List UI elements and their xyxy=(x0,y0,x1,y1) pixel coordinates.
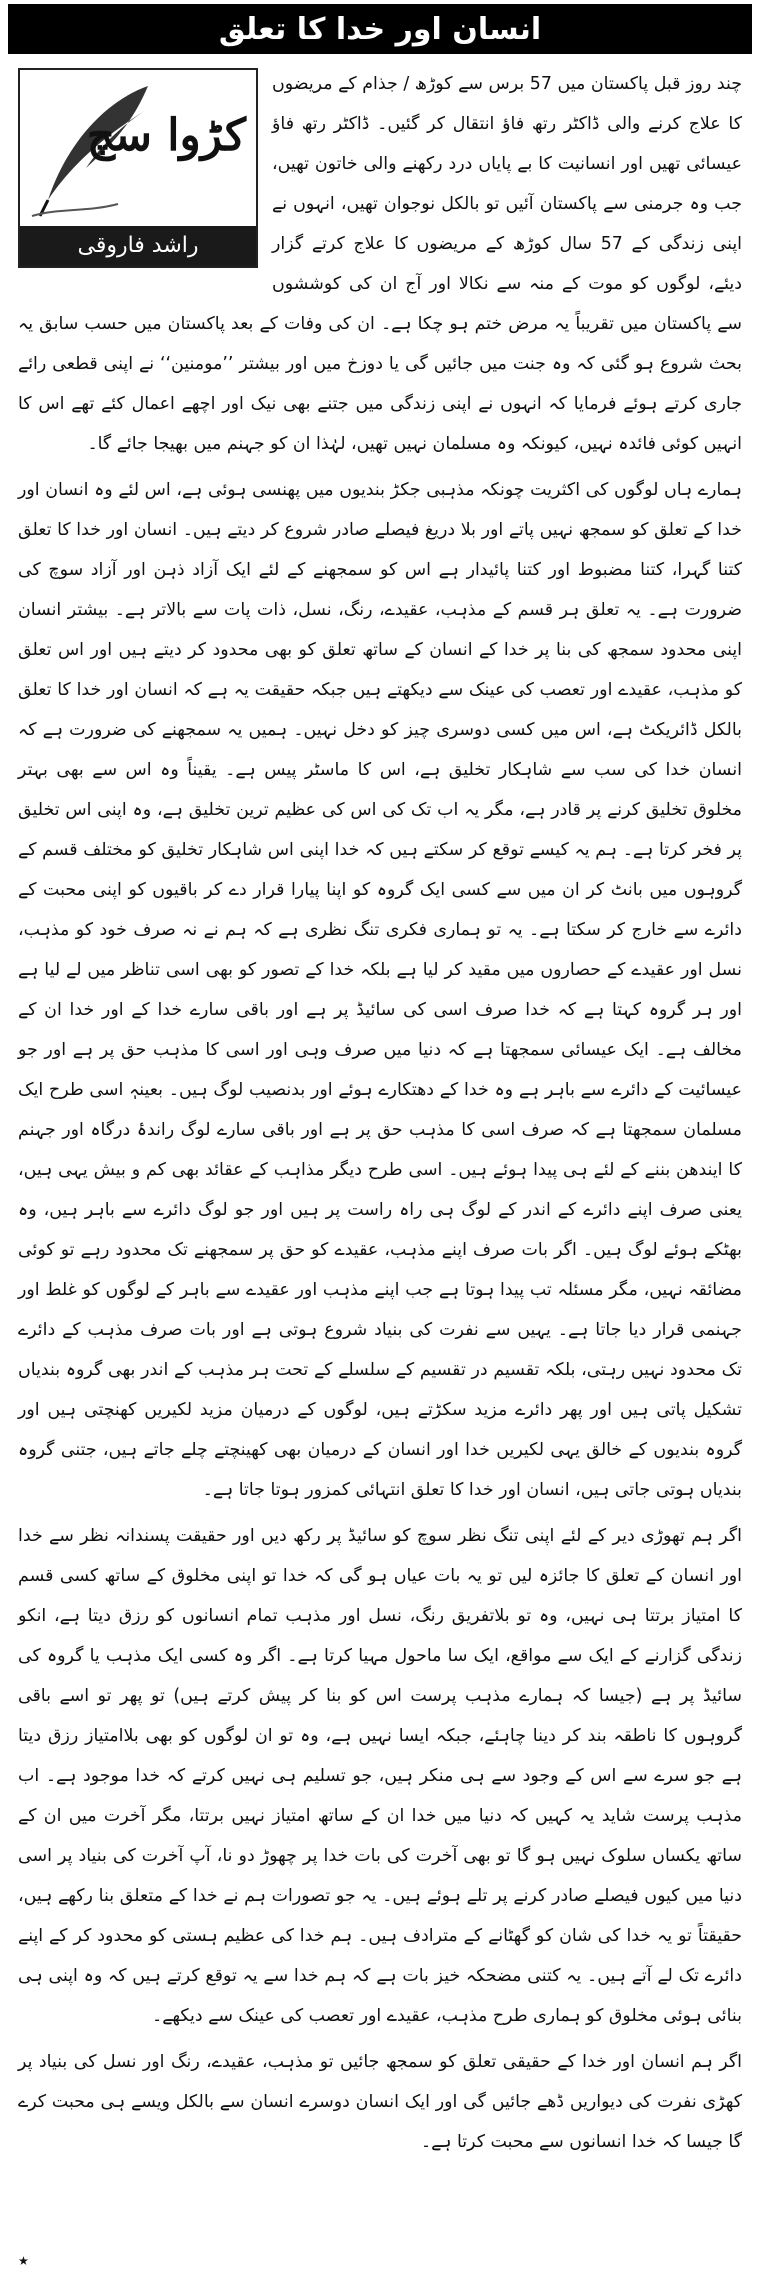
headline-bar xyxy=(8,4,752,54)
paragraph: اگر ہم انسان اور خدا کے حقیقی تعلق کو سمجھ جائیں تو مذہب، عقیدے، رنگ اور نسل کی بنیاد پر کھڑی نفرت کی دیواریں ڈھے جائیں گی اور ایک انسان دوسرے انسان سے بالکل ویسے ہی محبت کرے گا جیسا کہ خدا انسانوں سے محبت کرتا ہے۔ xyxy=(18,2052,742,2152)
author-name: راشد فاروقی xyxy=(20,226,256,266)
article-body xyxy=(18,64,742,2168)
paragraph: چند روز قبل پاکستان میں 57 برس سے کوڑھ / جذام کے مریضوں کا علاج کرنے والی ڈاکٹر رتھ فاؤ انتقال کر گئیں۔ ڈاکٹر رتھ فاؤ عیسائی تھیں اور انسانیت کا بے پایاں درد رکھنے والی خاتون تھیں، جب وہ جرمنی سے پاکستان آئیں تو بالکل نوجوان تھیں، انہوں نے اپنی زندگی کے 57 سال کوڑھ کے مریضوں کا علاج کرتے گزار دیئے، لوگوں کو موت کے منہ سے نکالا اور آج ان کی کوششوں سے پاکستان میں تقریباً یہ مرض ختم ہو چکا ہے۔ ان کی وفات کے بعد پاکستان میں حسب سابق یہ بحث شروع ہو گئی کہ وہ جنت میں جائیں گی یا دوزخ میں اور بیشتر ’’مومنین‘‘ نے اپنی قطعی رائے جاری کرتے ہوئے فرمایا کہ انہوں نے اپنی زندگی میں جتنے بھی نیک اور اچھے اعمال کئے تھے اس کا انہیں کوئی فائدہ نہیں، کیونکہ وہ مسلمان نہیں تھیں، لہٰذا ان کو جہنم میں بھیجا جائے گا۔ xyxy=(18,74,743,454)
column-logo xyxy=(18,68,258,268)
headline: انسان اور خدا کا تعلق xyxy=(218,11,542,47)
column-name: کڑوا سچ xyxy=(86,110,246,161)
paragraph: اگر ہم تھوڑی دیر کے لئے اپنی تنگ نظر سوچ کو سائیڈ پر رکھ دیں اور حقیقت پسندانہ نظر سے خدا اور انسان کے تعلق کا جائزہ لیں تو یہ بات عیاں ہو گی کہ خدا تو اپنی مخلوق کے ساتھ کسی قسم کا امتیاز برتتا ہی نہیں، وہ تو بلاتفریق رنگ، نسل اور مذہب تمام انسانوں کو رزق دیتا ہے، انکو زندگی گزارنے کے ایک سے مواقع، ایک سا ماحول مہیا کرتا ہے۔ اگر وہ کسی ایک مذہب یا گروہ کی سائیڈ پر ہے (جیسا کہ ہمارے مذہب پرست اس کو بنا کر پیش کرتے ہیں) تو پھر تو اسے باقی گروہوں کا ناطقہ بند کر دینا چاہئے، جبکہ ایسا نہیں ہے، وہ تو ان لوگوں کو بھی بلاامتیاز رزق دیتا ہے جو سرے سے اس کے وجود سے ہی منکر ہیں، جو تسلیم ہی نہیں کرتے کہ خدا موجود ہے۔ اب مذہب پرست شاید یہ کہیں کہ دنیا میں خدا ان کے ساتھ امتیاز نہیں برتتا، مگر آخرت میں ان کے ساتھ یکساں سلوک نہیں ہو گا تو بھی آخرت کی بات خدا پر چھوڑ دو نا، آپ آخرت کی بنیاد پر اسی دنیا میں کیوں فیصلے صادر کرنے پر تلے ہوئے ہیں۔ یہ جو تصورات ہم نے خدا کے متعلق بنا رکھے ہیں، حقیقتاً تو یہ خدا کی شان کو گھٹانے کے مترادف ہیں۔ ہم خدا کی عظیم ہستی کو محدود کر کے اپنے دائرے تک لے آتے ہیں۔ یہ کتنی مضحکہ خیز بات ہے کہ ہم خدا سے یہ توقع کرتے ہیں کہ وہ اپنی ہی بنائی ہوئی مخلوق کو ہماری طرح مذہب، عقیدے اور تعصب کی عینک سے دیکھے۔ xyxy=(18,1526,742,2026)
end-mark: ٭ xyxy=(18,2248,29,2272)
paragraph: ہمارے ہاں لوگوں کی اکثریت چونکہ مذہبی جکڑ بندیوں میں پھنسی ہوئی ہے، اس لئے وہ انسان اور خدا کے تعلق کو سمجھ نہیں پاتے اور بلا دریغ فیصلے صادر شروع کر دیتے ہیں۔ انسان اور خدا کا تعلق کتنا گہرا، کتنا مضبوط اور کتنا پائیدار ہے اس کو سمجھنے کے لئے ایک آزاد ذہن اور آزاد سوچ کی ضرورت ہے۔ یہ تعلق ہر قسم کے مذہب، عقیدے، رنگ، نسل، ذات پات سے بالاتر ہے۔ بیشتر انسان اپنی محدود سمجھ کی بنا پر خدا کے انسان کے ساتھ تعلق کو بھی محدود کر دیتے ہیں اور اس تعلق کو مذہب، عقیدے اور تعصب کی عینک سے دیکھتے ہیں جبکہ حقیقت یہ ہے کہ انسان اور خدا کا تعلق بالکل ڈائریکٹ ہے، اس میں کسی دوسری چیز کو دخل نہیں۔ ہمیں یہ سمجھنے کی ضرورت ہے کہ انسان خدا کی سب سے شاہکار تخلیق ہے، اس کا ماسٹر پیس ہے۔ یقیناً وہ اس سے بھی بہتر مخلوق تخلیق کرنے پر قادر ہے، مگر یہ اب تک کی اس کی عظیم ترین تخلیق ہے، وہ اپنی اس تخلیق پر فخر کرتا ہے۔ ہم یہ کیسے توقع کر سکتے ہیں کہ خدا اپنی اس شاہکار تخلیق کو مختلف قسم کے گروہوں میں بانٹ کر ان میں سے کسی ایک گروہ کو اپنا پیارا قرار دے کر باقیوں کو اپنی محبت کے دائرے سے خارج کر سکتا ہے۔ یہ تو ہماری فکری تنگ نظری ہے کہ ہم نے نہ صرف خود کو مذہب، نسل اور عقیدے کے حصاروں میں مقید کر لیا ہے بلکہ خدا کے تصور کو بھی اسی تناظر میں لے لیا ہے اور ہر گروہ کہتا ہے کہ خدا صرف اسی کی سائیڈ پر ہے اور باقی سارے خدا کے اور خدا ان کے مخالف ہے۔ ایک عیسائی سمجھتا ہے کہ دنیا میں صرف وہی اور اسی کا مذہب حق پر ہے اور جو عیسائیت کے دائرے سے باہر ہے وہ خدا کے دھتکارے ہوئے اور بدنصیب لوگ ہیں۔ بعینہٖ اسی طرح ایک مسلمان سمجھتا ہے کہ صرف اسی کا مذہب حق پر ہے اور باقی سارے لوگ راندۂ درگاہ اور جہنم کا ایندھن بننے کے لئے ہی پیدا ہوئے ہیں۔ اسی طرح دیگر مذاہب کے عقائد بھی کم و بیش یہی ہیں، یعنی صرف اپنے دائرے کے اندر کے لوگ ہی راہ راست پر ہیں اور جو لوگ دائرے سے باہر ہیں، وہ بھٹکے ہوئے لوگ ہیں۔ اگر بات صرف اپنے مذہب، عقیدے کو حق پر سمجھنے تک محدود رہے تو کوئی مضائقہ نہیں، مگر مسئلہ تب پیدا ہوتا ہے جب اپنے مذہب اور عقیدے سے باہر کے لوگوں کو غلط اور جہنمی قرار دیا جاتا ہے۔ یہیں سے نفرت کی بنیاد شروع ہوتی ہے اور بات صرف مذہب کے دائرے تک محدود نہیں رہتی، بلکہ تقسیم در تقسیم کے سلسلے کے تحت ہر مذہب کے اندر بھی گروہ بندیاں تشکیل پاتی ہیں اور پھر دائرے مزید سکڑتے ہیں، لوگوں کے درمیان مزید لکیریں کھنچتی ہیں اور گروہ بندیوں کے خالق یہی لکیریں خدا اور انسان کے درمیان بھی کھینچتے چلے جاتے ہیں، جتنی گروہ بندیاں ہوتی جاتی ہیں، انسان اور خدا کا تعلق انتہائی کمزور ہوتا جاتا ہے۔ xyxy=(18,480,742,1500)
